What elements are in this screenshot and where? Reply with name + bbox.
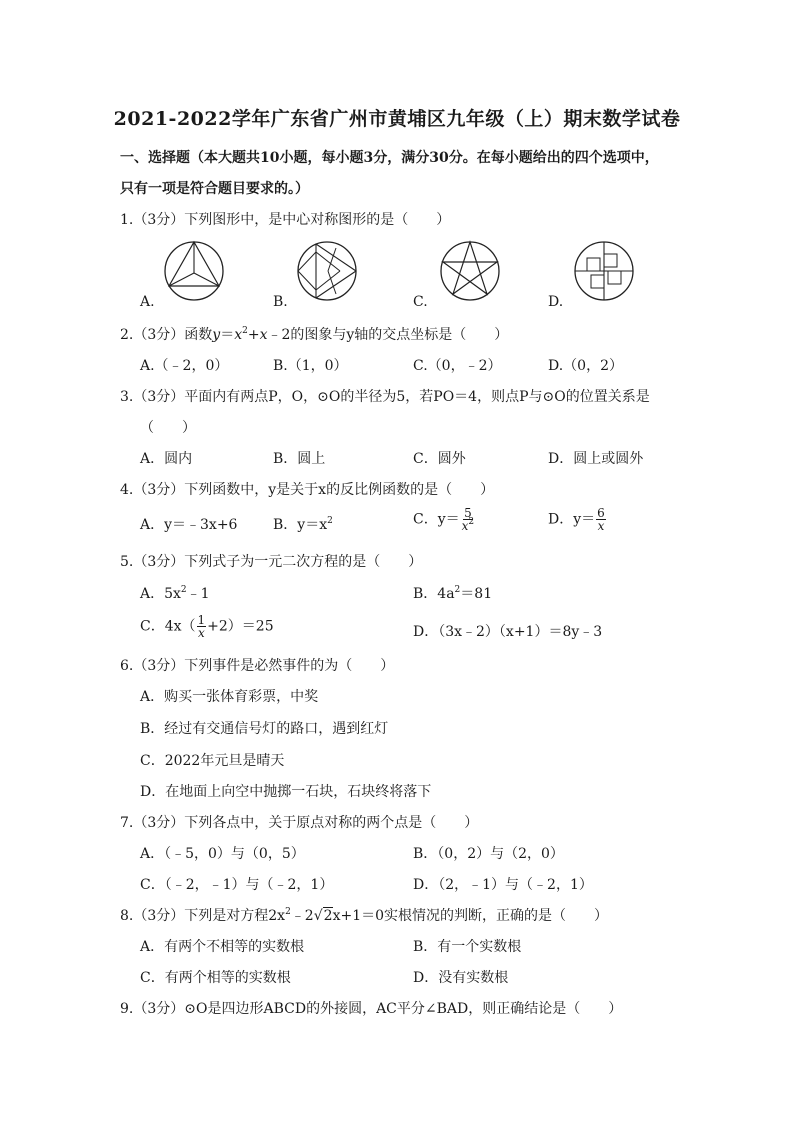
q2-stem-post: 的图象与y轴的交点坐标是（ ）	[290, 327, 509, 343]
q2-option-c: C.（0，﹣2）	[413, 358, 502, 374]
q5-option-c	[140, 614, 274, 639]
q5-c-fraction	[197, 614, 207, 639]
question-9-stem: 9.（3分）⊙O是四边形ABCD的外接圆，AC平分∠BAD，则正确结论是（ ）	[120, 1001, 623, 1017]
section-1-heading: 一、选择题（本大题共10小题，每小题3分，满分30分。在每小题给出的四个选项中，	[120, 150, 659, 166]
q7-option-a: A．（﹣5，0）与（0，5）	[140, 846, 305, 862]
q5-c-denominator: x	[197, 626, 205, 640]
q7-option-d: D．（2，﹣1）与（﹣2，1）	[413, 877, 593, 893]
q6-option-c: C．2022年元旦是晴天	[140, 753, 285, 769]
q8-option-c: C．有两个相等的实数根	[140, 970, 291, 986]
q1-figure-d	[573, 240, 635, 302]
q2-option-d: D.（0，2）	[548, 358, 623, 374]
q3-option-d: D．圆上或圆外	[548, 451, 644, 467]
q4-option-b: B．$y=x^2$	[273, 516, 333, 533]
question-7-stem: 7.（3分）下列各点中，关于原点对称的两个点是（ ）	[120, 815, 479, 831]
q5-option-a: A．$5x^2﹣1$	[140, 585, 210, 602]
q6-option-b: B．经过有交通信号灯的路口，遇到红灯	[140, 721, 389, 737]
q3-option-a: A．圆内	[140, 451, 193, 467]
q6-option-a: A．购买一张体育彩票，中奖	[140, 689, 319, 705]
q8-option-b: B．有一个实数根	[413, 939, 522, 955]
q5-b-post: ＝81	[460, 586, 493, 602]
q5-c-pre: C．4x（	[140, 618, 196, 635]
q7-option-c: C．（﹣2，﹣1）与（﹣2，1）	[140, 877, 334, 893]
q5-option-d: D．（3x﹣2）（x+1）＝8y﹣3	[413, 624, 603, 640]
question-1-stem: 1.（3分）下列图形中，是中心对称图形的是（ ）	[120, 212, 451, 228]
q1-figure-b	[296, 240, 358, 302]
q4-option-c-fraction: $\frac{5}{x^2}$	[461, 506, 475, 533]
question-3-stem: 3.（3分）平面内有两点P，O，⊙O的半径为5，若PO＝4，则点P与⊙O的位置关系是	[120, 389, 650, 405]
q4-option-a: A．y＝﹣3x+6	[140, 517, 238, 533]
q8-option-a: A．有两个不相等的实数根	[140, 939, 305, 955]
page-title: 2021-2022学年广东省广州市黄埔区九年级（上）期末数学试卷	[113, 108, 681, 130]
q4-d-denominator: x	[597, 519, 605, 533]
q5-a-post: ﹣1	[186, 586, 210, 602]
q1-option-c: C.	[413, 294, 428, 310]
q4-option-b-text: B．y＝x	[273, 517, 328, 533]
q2-option-b: B.（1，0）	[273, 358, 348, 374]
question-4-stem: 4.（3分）下列函数中，y是关于x的反比例函数的是（ ）	[120, 482, 495, 498]
q4-option-d-text: D．y＝	[548, 511, 596, 528]
q4-c-numerator: 5	[464, 506, 472, 520]
q4-d-numerator: 6	[597, 506, 605, 520]
q5-b-pre: B．4a	[413, 586, 455, 602]
question-6-stem: 6.（3分）下列事件是必然事件的为（ ）	[120, 658, 395, 674]
question-3-stem-cont: （ ）	[140, 420, 196, 436]
q4-option-d-fraction	[596, 507, 606, 532]
q5-c-post: +2）＝25	[207, 618, 274, 635]
q6-option-d: D．在地面上向空中抛掷一石块，石块终将落下	[140, 784, 432, 800]
q5-a-pre: A．5x	[140, 586, 181, 602]
q3-option-c: C．圆外	[413, 451, 466, 467]
q1-option-a: A.	[140, 294, 155, 310]
q2-option-a: A.（﹣2，0）	[140, 358, 229, 374]
q2-stem-pre: 2.（3分）函数	[120, 327, 213, 343]
q4-option-c	[413, 507, 476, 532]
q4-option-d	[548, 507, 607, 532]
question-8-stem: 8.（3分）下列是对方程$2x^2﹣2√2x+1=0$实根情况的判断，正确的是（ ）	[120, 907, 609, 924]
q5-c-numerator: 1	[197, 613, 206, 627]
q8-sqrt-radicand: 2	[323, 908, 333, 924]
q1-option-b: B.	[273, 294, 288, 310]
q5-option-b: B．$4a^2=81$	[413, 585, 493, 602]
question-5-stem: 5.（3分）下列式子为一元二次方程的是（ ）	[120, 554, 423, 570]
q3-option-b: B．圆上	[273, 451, 326, 467]
q8-stem-post: x+1＝0实根情况的判断，正确的是（ ）	[332, 908, 609, 924]
q7-option-b: B．（0，2）与（2，0）	[413, 846, 564, 862]
question-2-stem: 2.（3分）函数$y=x^2+x﹣2$的图象与y轴的交点坐标是（ ）	[120, 326, 509, 343]
section-1-heading-cont: 只有一项是符合题目要求的。）	[120, 181, 309, 197]
q8-stem-pre: 8.（3分）下列是对方程2x	[120, 908, 286, 924]
q4-option-c-text: C．y＝	[413, 511, 460, 528]
q1-option-d: D.	[548, 294, 564, 310]
q8-stem-mid: ﹣2	[290, 908, 314, 924]
q1-figure-c	[439, 240, 501, 302]
q1-figure-a	[163, 240, 225, 302]
q8-option-d: D．没有实数根	[413, 970, 509, 986]
